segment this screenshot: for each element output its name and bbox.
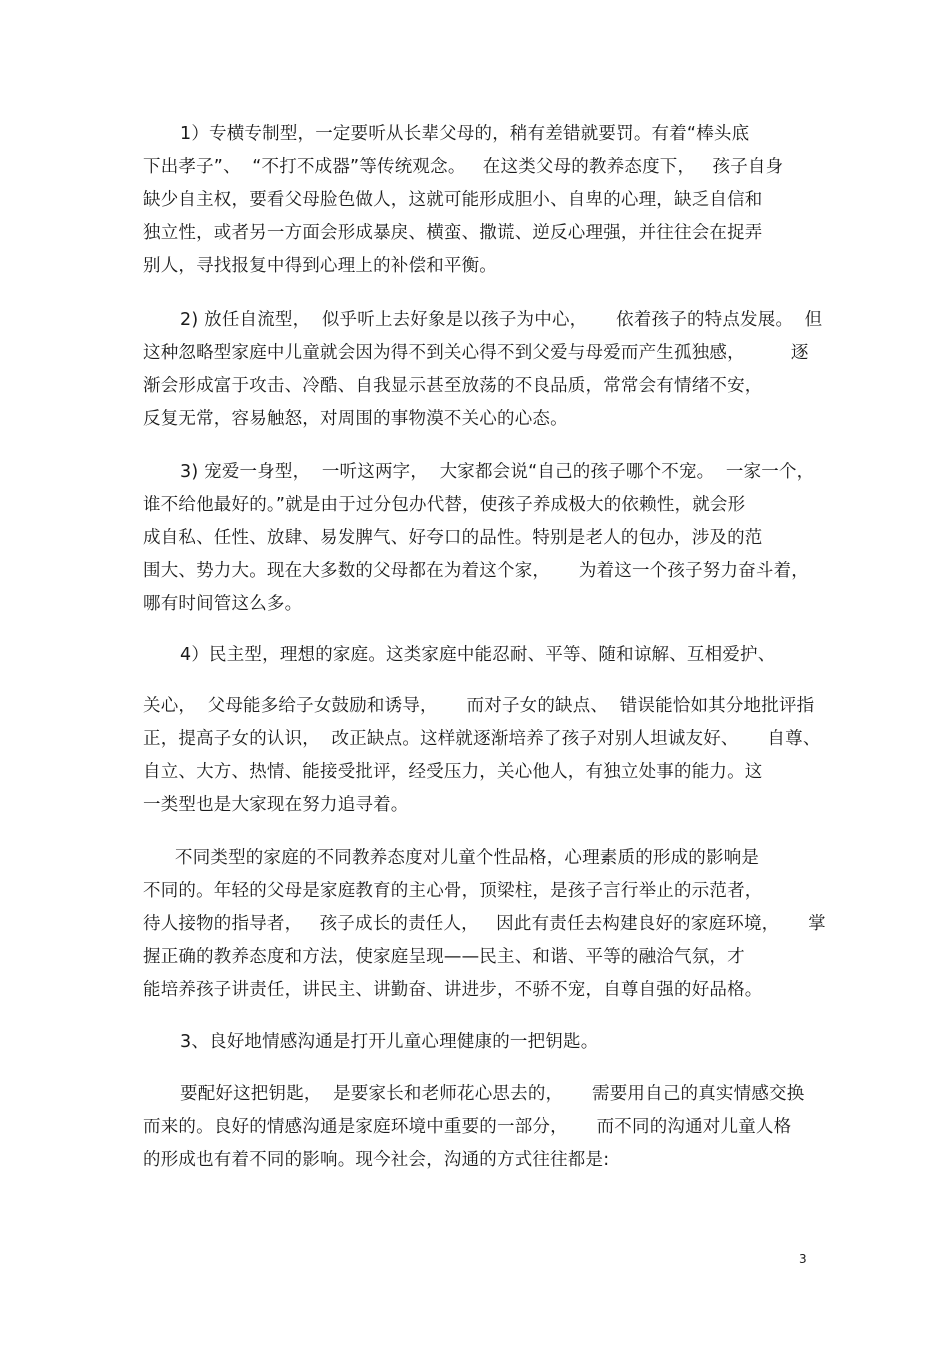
text-line: 待人接物的指导者， 孩子成长的责任人， 因此有责任去构建良好的家庭环境， 掌: [143, 914, 826, 934]
text-line: 能培养孩子讲责任，讲民主、讲勤奋、讲进步，不骄不宠，自尊自强的好品格。: [143, 980, 763, 1000]
text-line: 3) 宠爱一身型， 一听这两字， 大家都会说“自己的孩子哪个不宠。 一家一个，: [180, 462, 815, 482]
text-line: 的形成也有着不同的影响。现今社会，沟通的方式往往都是:: [143, 1150, 610, 1170]
text-line: 哪有时间管这么多。: [143, 594, 303, 614]
text-line: 谁不给他最好的。”就是由于过分包办代替，使孩子养成极大的依赖性，就会形: [143, 495, 746, 515]
text-line: 正，提高子女的认识， 改正缺点。这样就逐渐培养了孩子对别人坦诚友好、 自尊、: [143, 729, 821, 749]
text-line: 不同类型的家庭的不同教养态度对儿童个性品格，心理素质的形成的影响是: [175, 848, 760, 868]
text-line: 反复无常，容易触怒，对周围的事物漠不关心的心态。: [143, 409, 568, 429]
text-line: 缺少自主权，要看父母脸色做人，这就可能形成胆小、自卑的心理，缺乏自信和: [143, 190, 763, 210]
text-line: 独立性，或者另一方面会形成暴戾、横蛮、撒谎、逆反心理强，并往往会在捉弄: [143, 223, 763, 243]
text-line: 成自私、任性、放肆、易发脾气、好夸口的品性。特别是老人的包办，涉及的范: [143, 528, 763, 548]
text-line: 不同的。年轻的父母是家庭教育的主心骨，顶梁柱，是孩子言行举止的示范者，: [143, 881, 763, 901]
text-line: 握正确的教养态度和方法，使家庭呈现——民主、和谐、平等的融洽气氛，才: [143, 947, 745, 967]
text-line: 一类型也是大家现在努力追寻着。: [143, 795, 409, 815]
text-line: 要配好这把钥匙， 是要家长和老师花心思去的， 需要用自己的真实情感交换: [180, 1084, 805, 1104]
heading-line: 3、良好地情感沟通是打开儿童心理健康的一把钥匙。: [180, 1032, 599, 1052]
text-line: 而来的。良好的情感沟通是家庭环境中重要的一部分， 而不同的沟通对儿童人格: [143, 1117, 792, 1137]
page-number: 3: [799, 1252, 807, 1266]
text-line: 2) 放任自流型， 似乎听上去好象是以孩子为中心， 依着孩子的特点发展。 但: [180, 310, 823, 330]
text-line: 渐会形成富于攻击、冷酷、自我显示甚至放荡的不良品质，常常会有情绪不安，: [143, 376, 763, 396]
text-line: 别人，寻找报复中得到心理上的补偿和平衡。: [143, 256, 497, 276]
text-line: 下出孝子”、 “不打不成器”等传统观念。 在这类父母的教养态度下， 孩子自身: [143, 157, 784, 177]
text-line: 围大、势力大。现在大多数的父母都在为着这个家， 为着这一个孩子努力奋斗着，: [143, 561, 810, 581]
text-line: 关心， 父母能多给子女鼓励和诱导， 而对子女的缺点、 错误能恰如其分地批评指: [143, 696, 815, 716]
text-line: 自立、大方、热情、能接受批评，经受压力，关心他人，有独立处事的能力。这: [143, 762, 763, 782]
text-line: 4）民主型，理想的家庭。这类家庭中能忍耐、平等、随和谅解、互相爱护、: [180, 645, 776, 665]
text-line: 这种忽略型家庭中儿童就会因为得不到关心得不到父爱与母爱而产生孤独感， 逐: [143, 343, 809, 363]
text-line: 1）专横专制型，一定要听从长辈父母的，稍有差错就要罚。有着“棒头底: [180, 124, 750, 144]
